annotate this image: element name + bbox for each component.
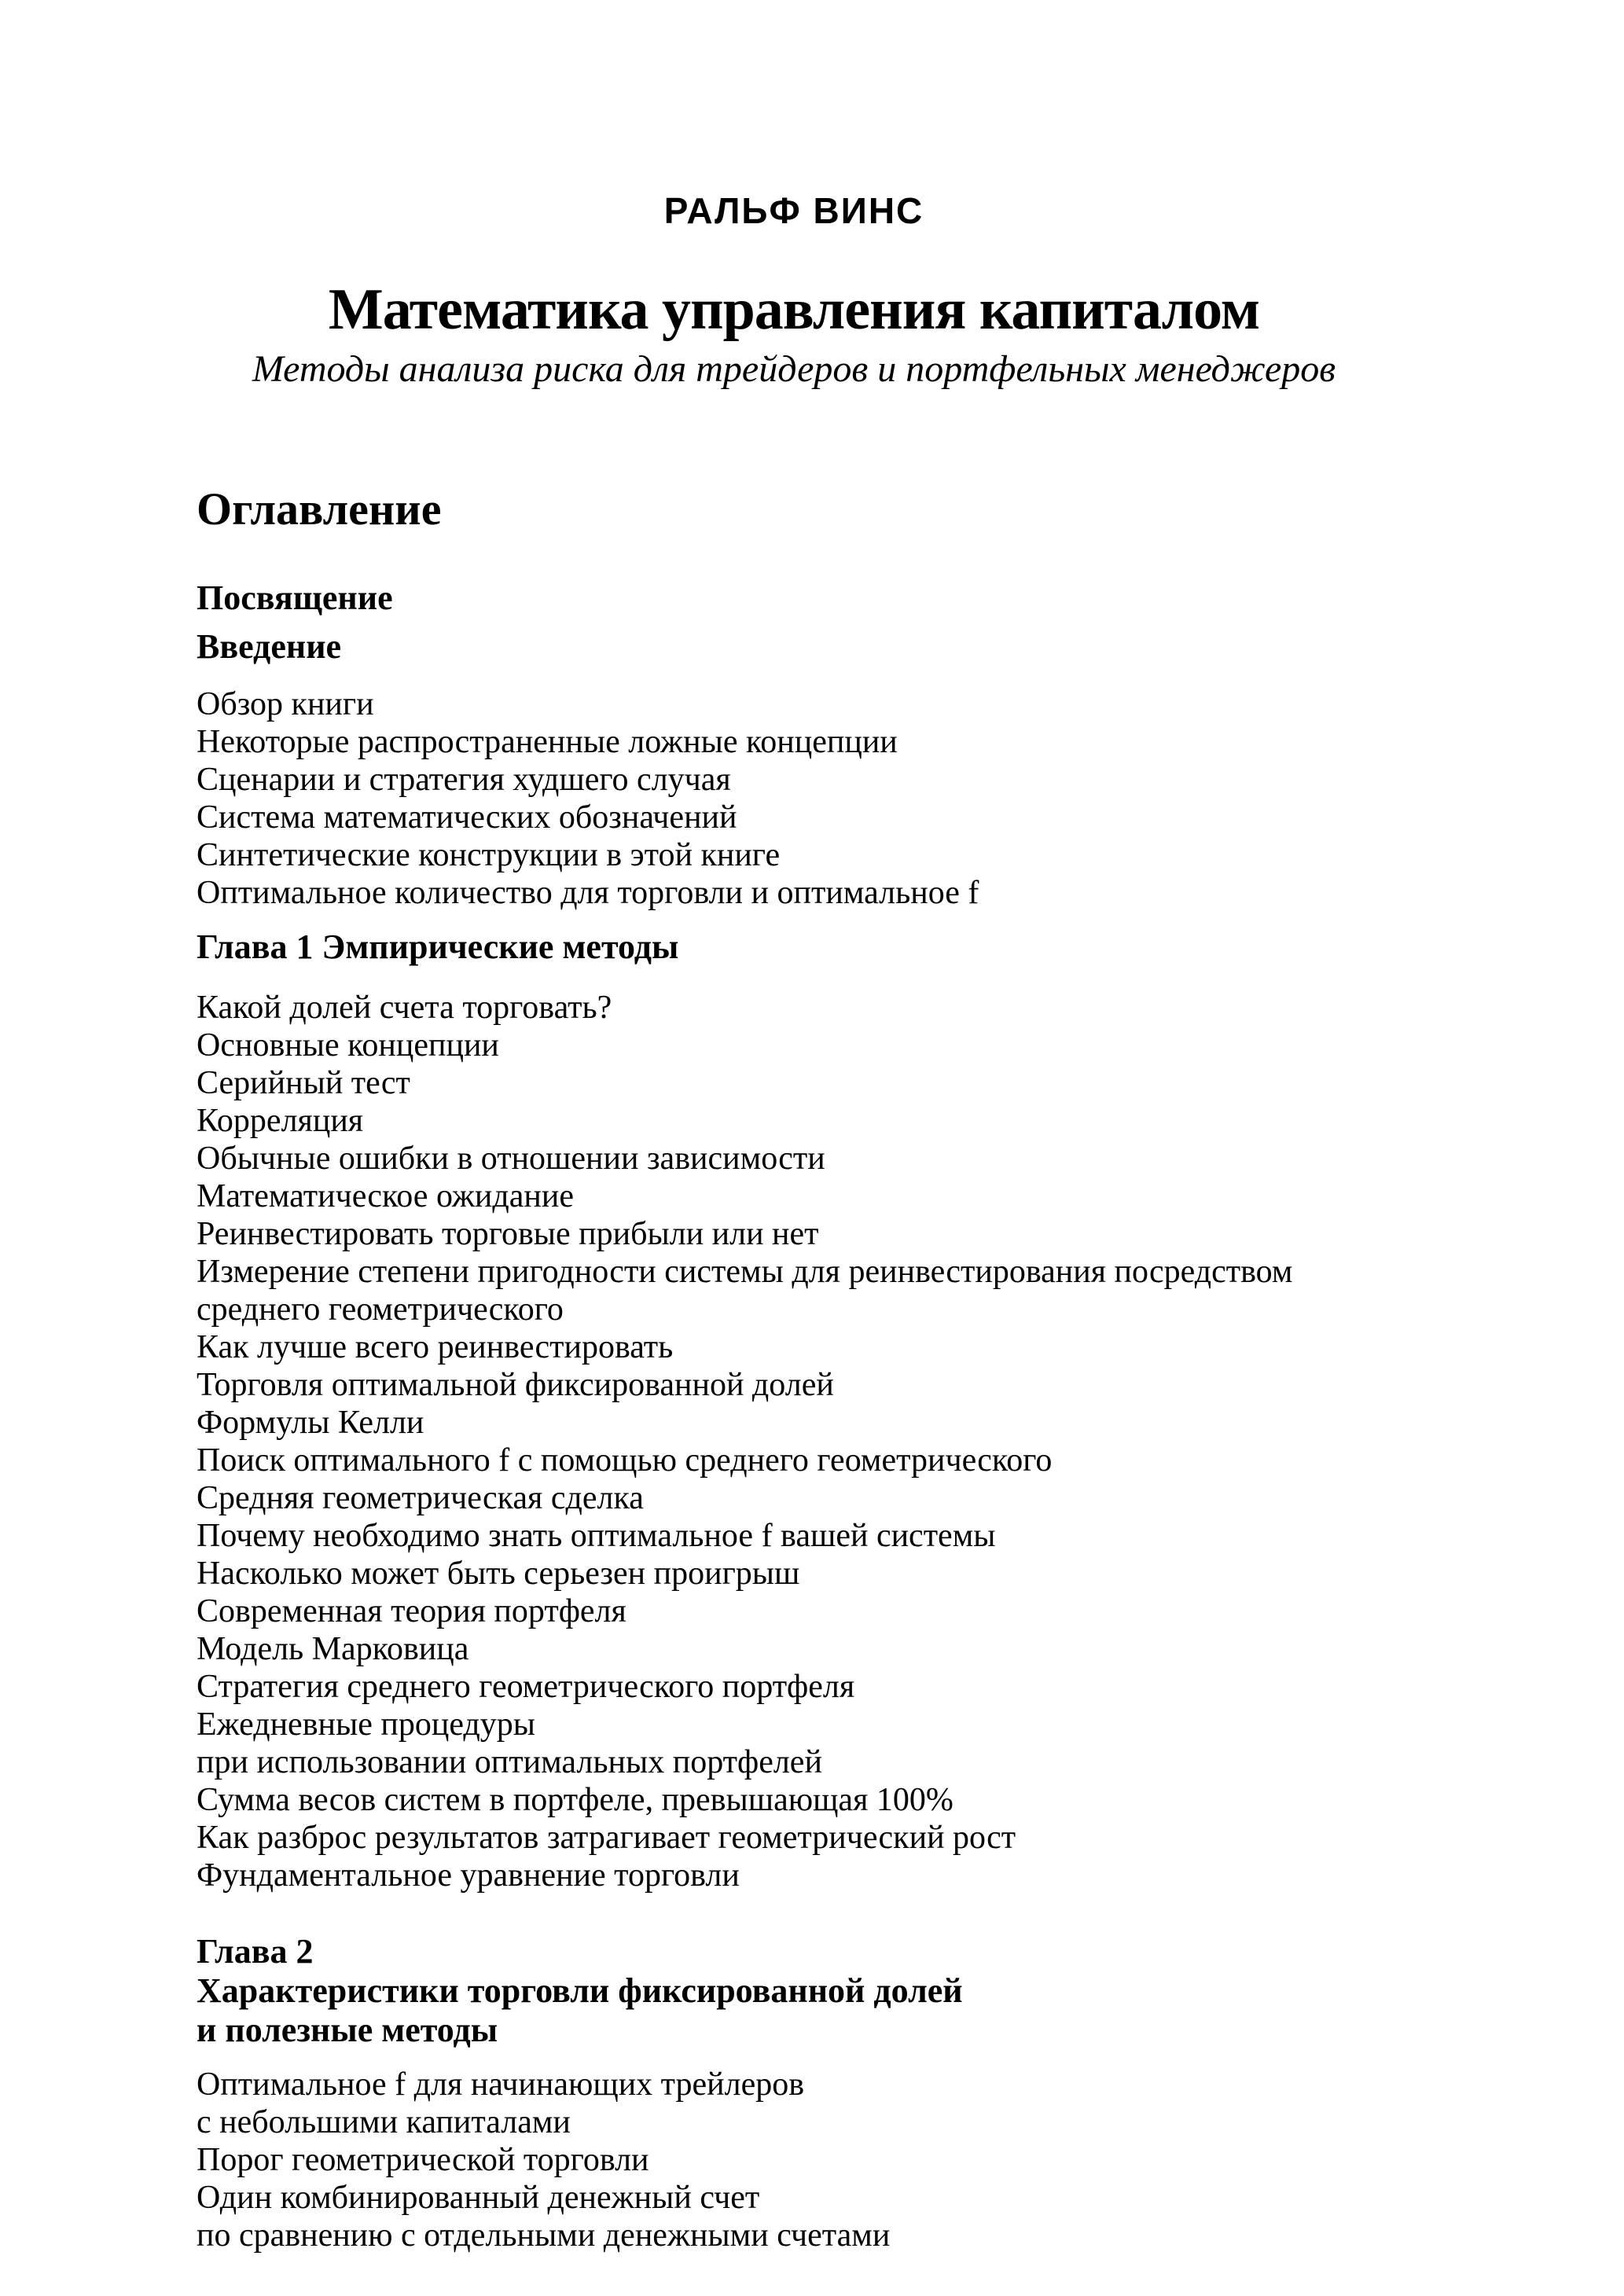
toc-chapter2-heading-line-2: Характеристики торговли фиксированной долей xyxy=(197,1971,963,2010)
toc-chapter1-list xyxy=(197,989,1391,1894)
toc-entry: среднего геометрического xyxy=(197,1291,564,1328)
toc-entry: Оптимальное f для начинающих трейлеров xyxy=(197,2066,805,2103)
toc-entry: Реинвестировать торговые прибыли или нет xyxy=(197,1216,819,1252)
toc-chapter2-heading xyxy=(197,1932,1391,2050)
toc-entry: Математическое ожидание xyxy=(197,1178,575,1214)
toc-entry: Обзор книги xyxy=(197,686,374,722)
toc-entry: Система математических обозначений xyxy=(197,799,737,836)
toc-entry: Порог геометрической торговли xyxy=(197,2142,649,2178)
toc-entry: Сценарии и стратегия худшего случая xyxy=(197,762,731,798)
toc-entry: Измерение степени пригодности системы для реинвестирования посредством xyxy=(197,1254,1293,1290)
toc-entry: при использовании оптимальных портфелей xyxy=(197,1744,822,1780)
toc-entry: Оптимальное количество для торговли и оптимальное f xyxy=(197,875,979,911)
toc-entry: Формулы Келли xyxy=(197,1405,424,1441)
toc-chapter1-heading: Глава 1 Эмпирические методы xyxy=(197,928,679,966)
toc-entry: Как разброс результатов затрагивает геометрический рост xyxy=(197,1820,1016,1856)
toc-entry-introduction: Введение xyxy=(197,627,342,666)
toc-chapter2-list xyxy=(197,2066,1391,2254)
toc-entry: Ежедневные процедуры xyxy=(197,1706,535,1743)
toc-entry: Фундаментальное уравнение торговли xyxy=(197,1857,740,1894)
toc-chapter2-heading-line-3: и полезные методы xyxy=(197,2011,498,2049)
toc-entry: с небольшими капиталами xyxy=(197,2104,571,2140)
book-author: РАЛЬФ ВИНС xyxy=(663,190,924,231)
toc-entry: Поиск оптимального f с помощью среднего геометрического xyxy=(197,1442,1053,1479)
toc-entry: Серийный тест xyxy=(197,1065,410,1101)
toc-entry: Модель Марковица xyxy=(197,1631,469,1667)
toc-entry: Один комбинированный денежный счет xyxy=(197,2180,760,2216)
toc-entry: Торговля оптимальной фиксированной долей xyxy=(197,1367,834,1403)
toc-entry-dedication: Посвящение xyxy=(197,579,393,617)
toc-entry: Какой долей счета торговать? xyxy=(197,990,612,1026)
toc-entry: Некоторые распространенные ложные концепции xyxy=(197,724,898,760)
toc-entry: Современная теория портфеля xyxy=(197,1593,626,1629)
toc-entry: Почему необходимо знать оптимальное f вашей системы xyxy=(197,1518,996,1554)
toc-entry: Средняя геометрическая сделка xyxy=(197,1480,644,1516)
toc-entry: Обычные ошибки в отношении зависимости xyxy=(197,1141,825,1177)
toc-entry: Корреляция xyxy=(197,1103,364,1139)
toc-heading: Оглавление xyxy=(197,483,442,535)
toc-entry: по сравнению с отдельными денежными счетами xyxy=(197,2217,891,2254)
toc-introduction-list xyxy=(197,685,1391,912)
toc-entry: Как лучше всего реинвестировать xyxy=(197,1329,674,1365)
book-subtitle: Методы анализа риска для трейдеров и портфельных менеджеров xyxy=(252,348,1336,390)
toc-entry: Сумма весов систем в портфеле, превышающая 100% xyxy=(197,1782,953,1818)
toc-entry: Синтетические конструкции в этой книге xyxy=(197,837,781,873)
book-title: Математика управления капиталом xyxy=(328,277,1260,342)
toc-chapter2-heading-line-1: Глава 2 xyxy=(197,1932,314,1971)
toc-entry: Стратегия среднего геометрического портфеля xyxy=(197,1669,855,1705)
toc-entry: Насколько может быть серьезен проигрыш xyxy=(197,1556,800,1592)
toc-entry: Основные концепции xyxy=(197,1027,499,1064)
